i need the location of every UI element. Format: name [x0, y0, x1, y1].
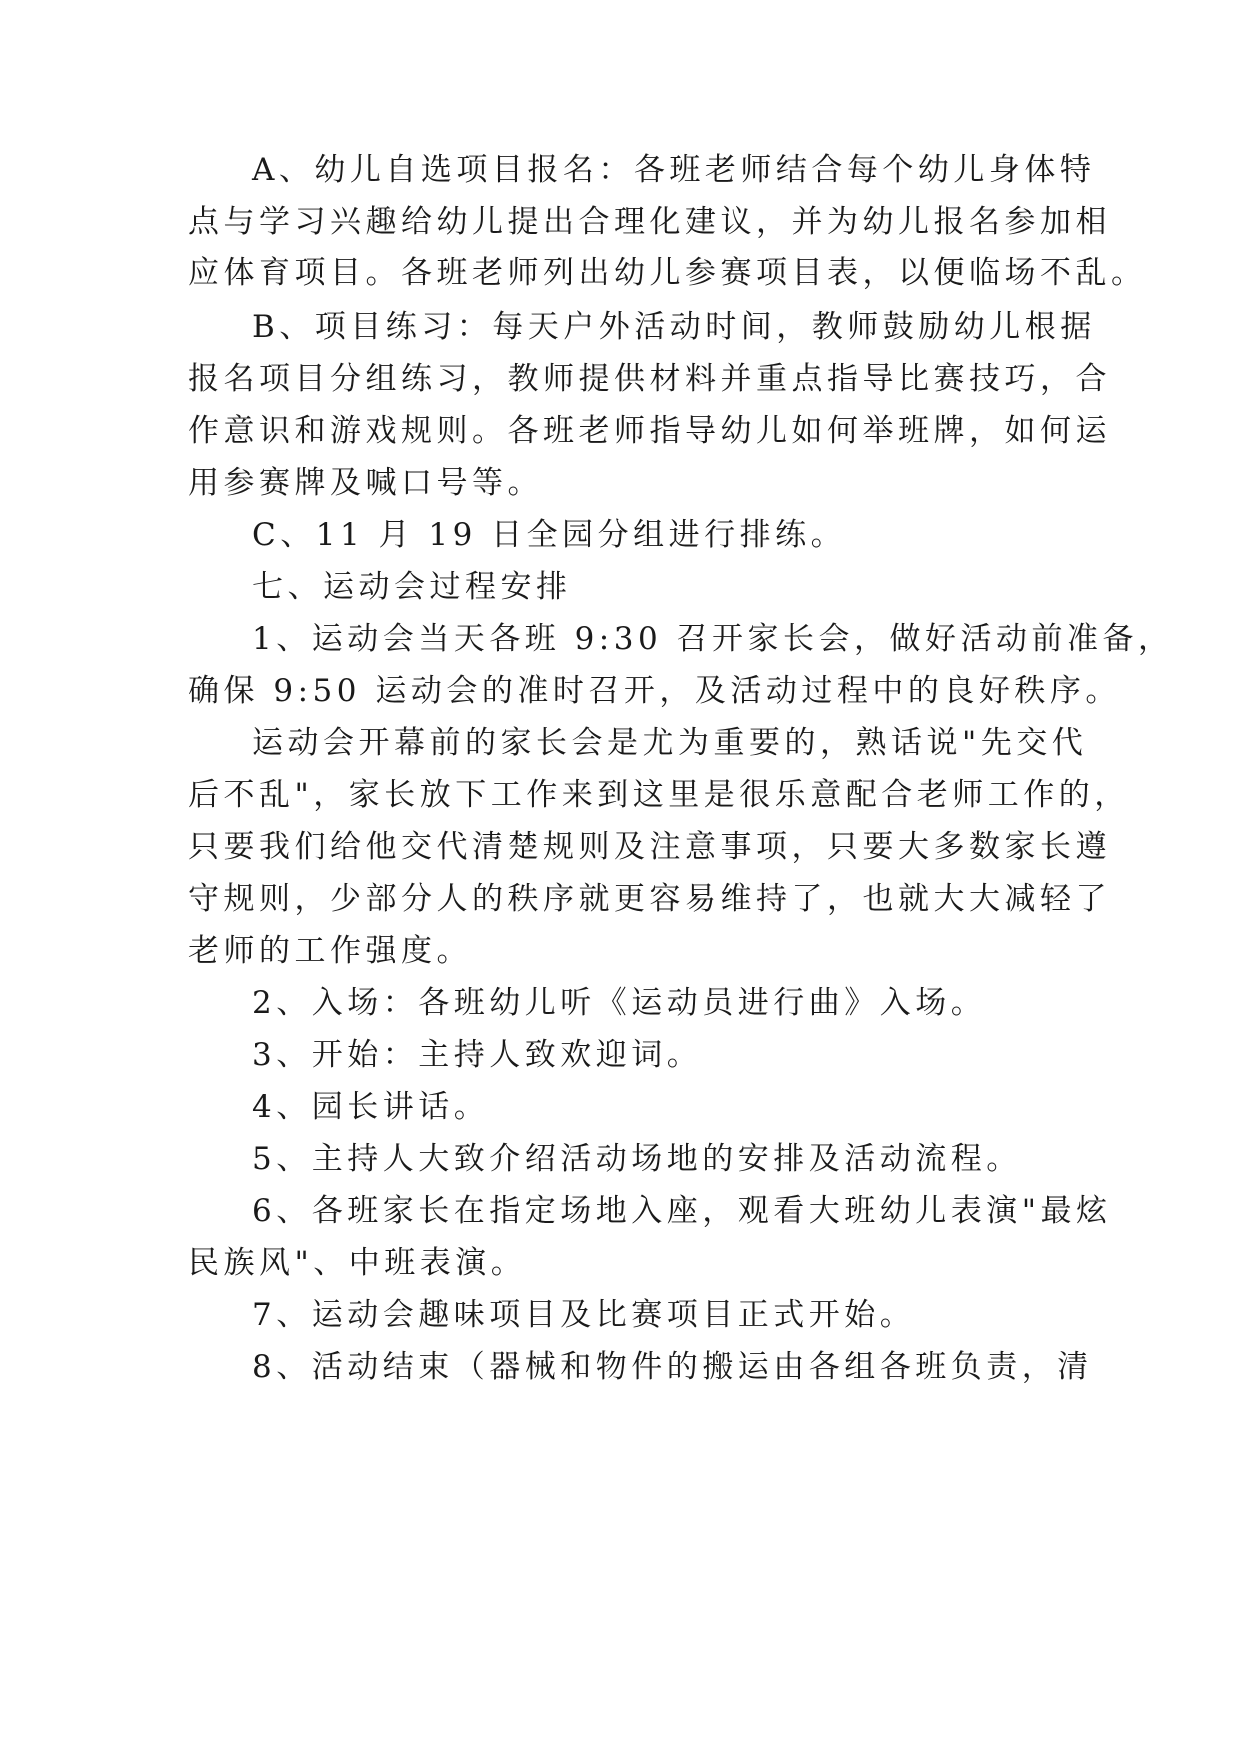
text-line: 3、开始：主持人致欢迎词。	[252, 1037, 703, 1073]
text-line: 确保 9:50 运动会的准时召开，及活动过程中的良好秩序。	[188, 673, 1121, 709]
text-line: 1、运动会当天各班 9:30 召开家长会，做好活动前准备，	[252, 621, 1174, 657]
text-line: 只要我们给他交代清楚规则及注意事项，只要大多数家长遵	[188, 829, 1111, 865]
text-line: 用参赛牌及喊口号等。	[188, 465, 543, 501]
text-line: B、项目练习：每天户外活动时间，教师鼓励幼儿根据	[252, 309, 1096, 345]
text-line: 2、入场：各班幼儿听《运动员进行曲》入场。	[252, 985, 987, 1021]
text-line: C、11 月 19 日全园分组进行排练。	[252, 517, 847, 553]
text-line: 守规则，少部分人的秩序就更容易维持了，也就大大减轻了	[188, 881, 1111, 917]
text-line: 5、主持人大致介绍活动场地的安排及活动流程。	[252, 1141, 1022, 1177]
text-line: 7、运动会趣味项目及比赛项目正式开始。	[252, 1297, 916, 1333]
text-line: A、幼儿自选项目报名：各班老师结合每个幼儿身体特	[252, 152, 1096, 188]
text-line: 应体育项目。各班老师列出幼儿参赛项目表，以便临场不乱。	[188, 255, 1147, 291]
section-heading: 七、运动会过程安排	[252, 569, 572, 605]
text-line: 运动会开幕前的家长会是尤为重要的，熟话说"先交代	[252, 725, 1088, 761]
text-line: 民族风"、中班表演。	[188, 1245, 527, 1281]
text-line: 老师的工作强度。	[188, 933, 472, 969]
text-line: 4、园长讲话。	[252, 1089, 490, 1125]
text-line: 点与学习兴趣给幼儿提出合理化建议，并为幼儿报名参加相	[188, 204, 1111, 240]
text-line: 报名项目分组练习，教师提供材料并重点指导比赛技巧，合	[188, 361, 1111, 397]
text-line: 8、活动结束（器械和物件的搬运由各组各班负责，清	[252, 1349, 1093, 1385]
text-line: 6、各班家长在指定场地入座，观看大班幼儿表演"最炫	[252, 1193, 1112, 1229]
text-line: 作意识和游戏规则。各班老师指导幼儿如何举班牌，如何运	[188, 413, 1111, 449]
text-line: 后不乱"，家长放下工作来到这里是很乐意配合老师工作的，	[188, 777, 1130, 813]
